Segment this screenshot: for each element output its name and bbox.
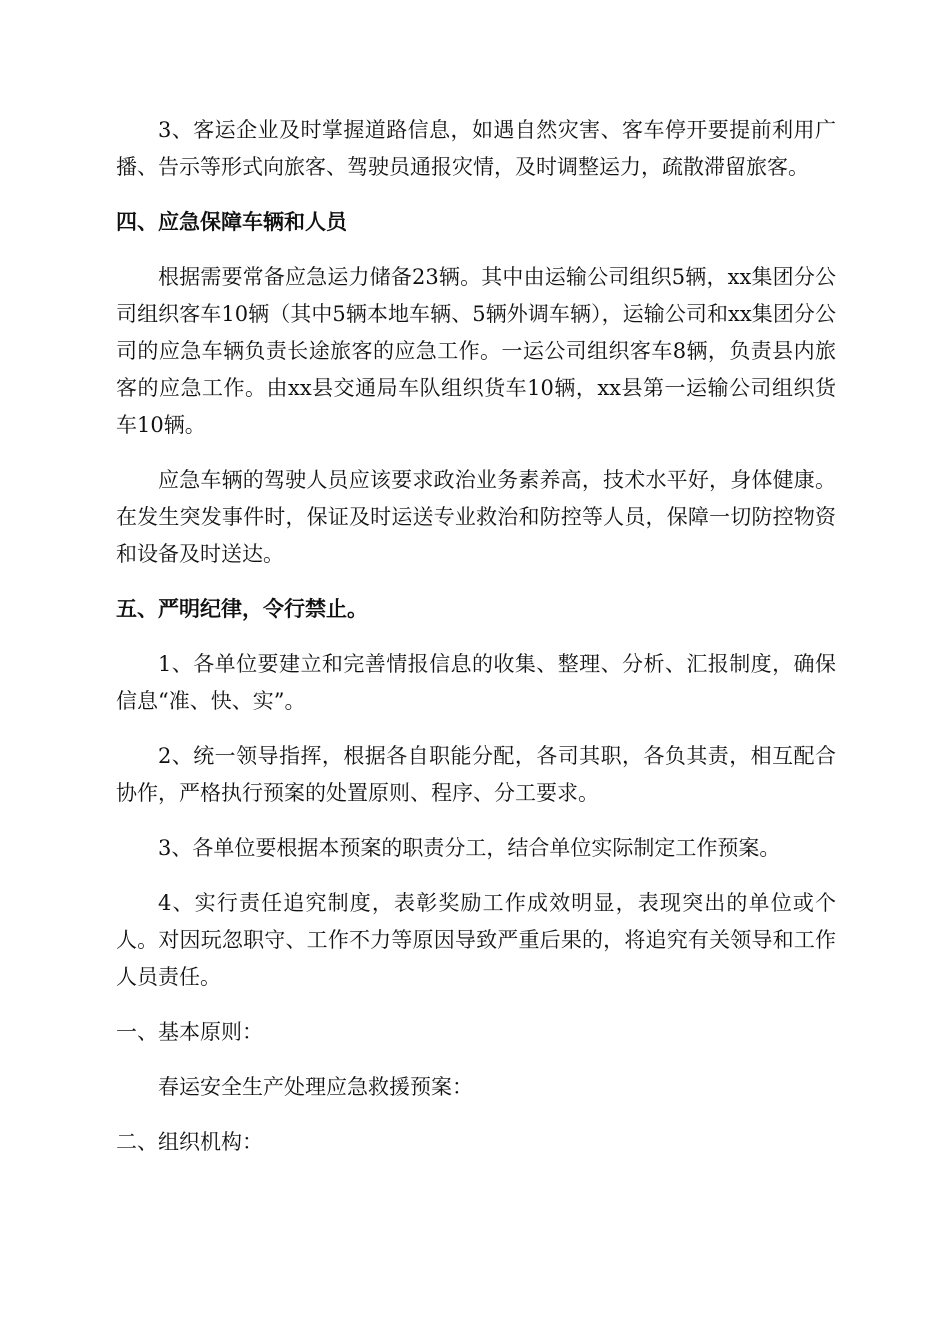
heading-organization: 二、组织机构：: [116, 1130, 263, 1154]
heading-basic-principles: 一、基本原则：: [116, 1020, 263, 1044]
paragraph-info-system: 1、各单位要建立和完善情报信息的收集、整理、分析、汇报制度，确保信息“准、快、实”。: [116, 652, 836, 713]
paragraph-passenger-info: 3、客运企业及时掌握道路信息，如遇自然灾害、客车停开要提前利用广播、告示等形式向旅客、驾驶员通报灾情，及时调整运力，疏散滞留旅客。: [116, 118, 836, 179]
heading-section-4: 四、应急保障车辆和人员: [116, 210, 347, 234]
paragraph-emergency-vehicles: 根据需要常备应急运力储备23辆。其中由运输公司组织5辆，xx集团分公司组织客车10辆（其中5辆本地车辆、5辆外调车辆），运输公司和xx集团分公司的应急车辆负责长途旅客的应急工作。一运公司组织客车8辆，负责县内旅客的应急工作。由xx县交通局车队组织货车10辆，xx县第一运输公司组织货车10辆。: [116, 265, 836, 437]
paragraph-drivers: 应急车辆的驾驶人员应该要求政治业务素养高，技术水平好，身体健康。在发生突发事件时，保证及时运送专业救治和防控等人员，保障一切防控物资和设备及时送达。: [116, 468, 836, 566]
heading-section-5: 五、严明纪律，令行禁止。: [116, 597, 368, 621]
paragraph-accountability: 4、实行责任追究制度，表彰奖励工作成效明显，表现突出的单位或个人。对因玩忽职守、工作不力等原因导致严重后果的，将追究有关领导和工作人员责任。: [116, 891, 836, 989]
paragraph-plan-title: 春运安全生产处理应急救援预案：: [158, 1075, 473, 1099]
paragraph-work-plan: 3、各单位要根据本预案的职责分工，结合单位实际制定工作预案。: [158, 836, 781, 860]
paragraph-leadership: 2、统一领导指挥，根据各自职能分配，各司其职，各负其责，相互配合协作，严格执行预案的处置原则、程序、分工要求。: [116, 744, 836, 805]
document-page: [116, 112, 836, 1161]
